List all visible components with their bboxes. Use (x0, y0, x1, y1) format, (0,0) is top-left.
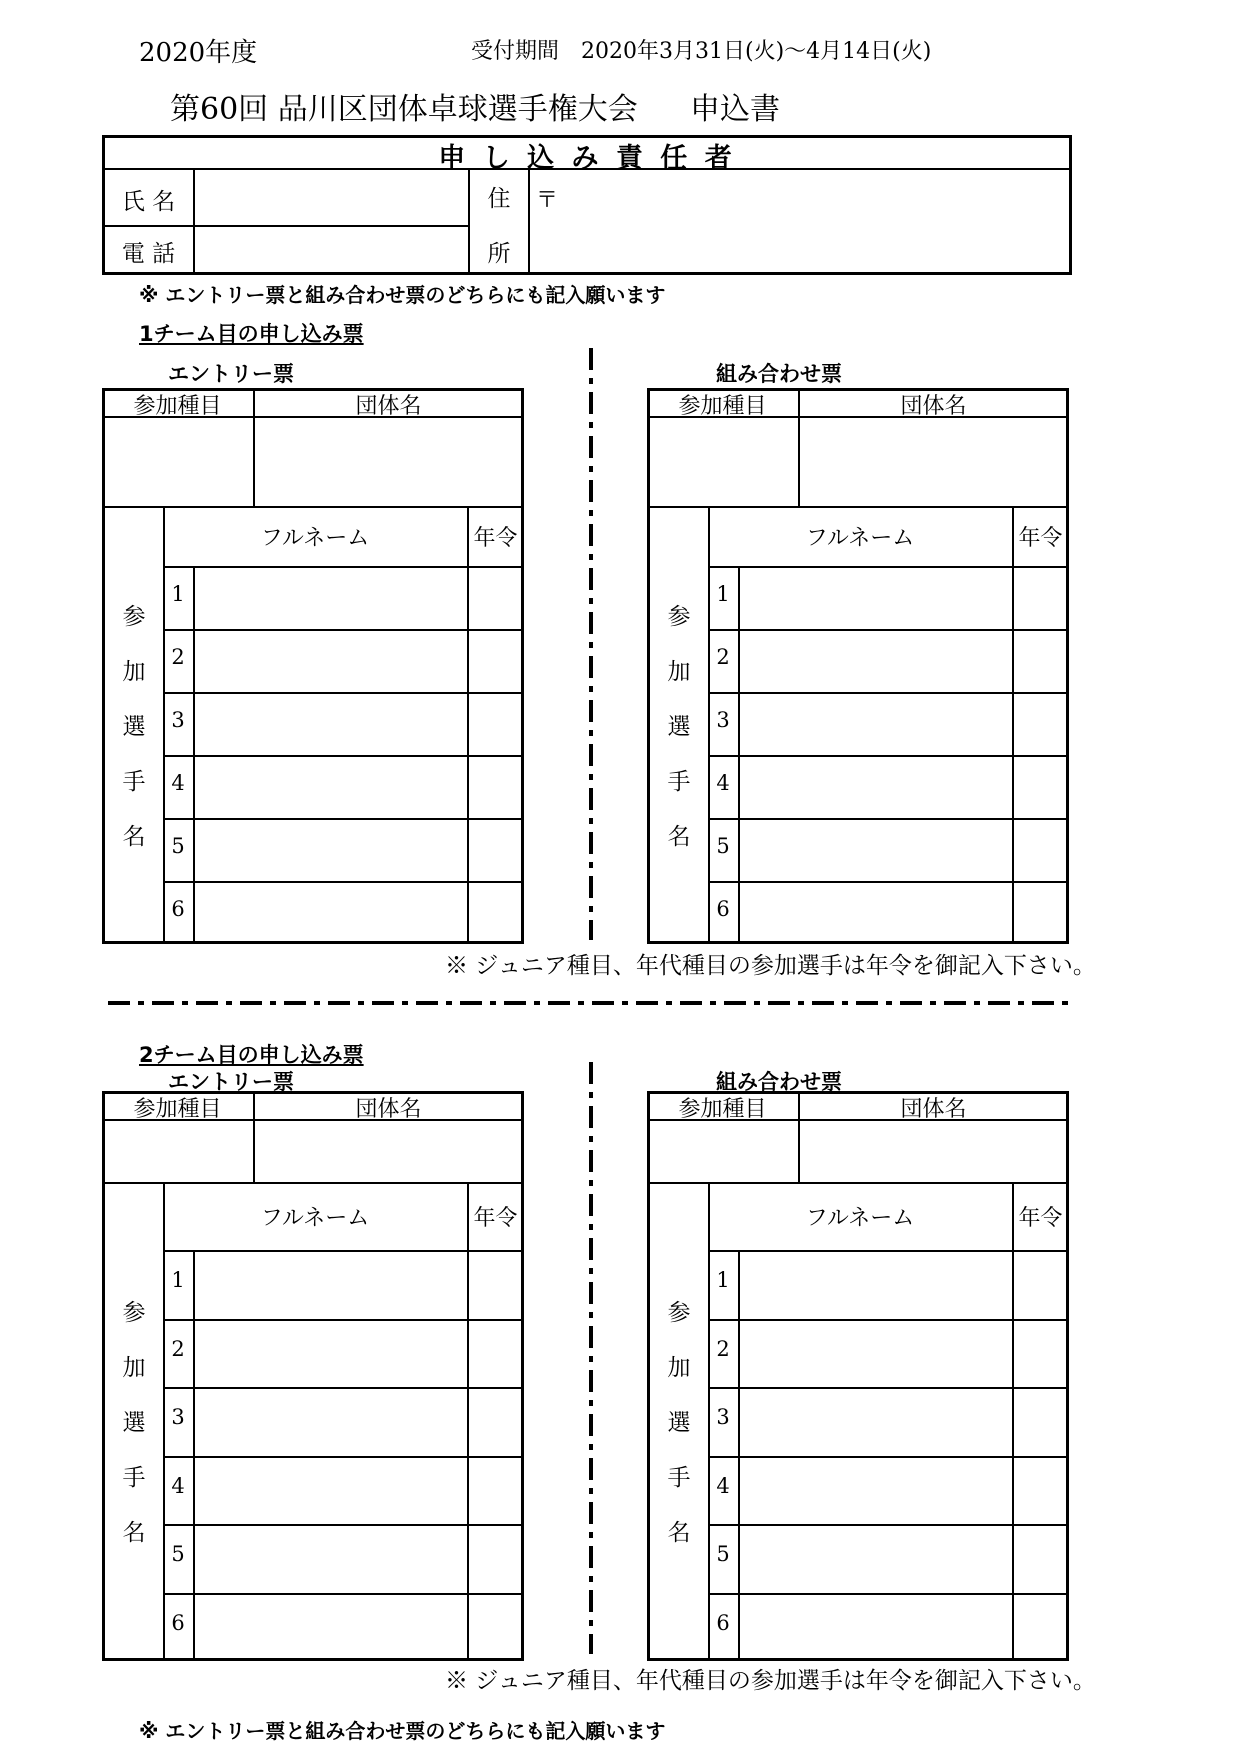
row-number: 3 (716, 1405, 730, 1430)
player-age-input[interactable] (1015, 1595, 1066, 1660)
event-header: 参加種目 (678, 394, 767, 419)
player-name-input[interactable] (196, 1252, 465, 1317)
form-name: 申込書 (690, 92, 780, 127)
fullname-header: フルネーム (260, 1206, 370, 1231)
row-number: 6 (171, 1610, 185, 1635)
players-label-char: 参 (122, 1300, 146, 1326)
section-cut-line (108, 1001, 1076, 1005)
player-age-input[interactable] (1015, 694, 1066, 753)
player-name-input[interactable] (741, 1389, 1010, 1454)
team-name-input[interactable] (801, 419, 1066, 504)
team-header: 団体名 (900, 394, 967, 419)
player-age-input[interactable] (470, 694, 521, 753)
event-input[interactable] (105, 1122, 251, 1180)
player-name-input[interactable] (196, 1526, 465, 1591)
player-age-input[interactable] (1015, 820, 1066, 879)
player-name-input[interactable] (196, 1595, 465, 1660)
player-name-input[interactable] (741, 1252, 1010, 1317)
player-age-input[interactable] (470, 1321, 521, 1386)
row-number: 6 (716, 896, 730, 921)
row-number: 1 (171, 1268, 185, 1293)
fill-both-note-bottom: ※ エントリー票と組み合わせ票のどちらにも記入願います (139, 1719, 666, 1743)
row-number: 5 (171, 833, 185, 858)
player-age-input[interactable] (470, 883, 521, 942)
players-label-char: 参 (667, 603, 691, 630)
event-input[interactable] (650, 419, 796, 504)
event-input[interactable] (105, 419, 251, 504)
player-name-input[interactable] (196, 757, 465, 816)
players-label-char: 名 (122, 823, 146, 850)
player-age-input[interactable] (470, 1389, 521, 1454)
age-header: 年令 (473, 1206, 518, 1231)
player-name-input[interactable] (741, 568, 1010, 627)
team-name-input[interactable] (801, 1122, 1066, 1180)
players-label-char: 選 (122, 1410, 146, 1436)
players-label-char: 名 (667, 1520, 691, 1546)
player-name-input[interactable] (196, 820, 465, 879)
row-number: 1 (171, 581, 185, 606)
row-number: 3 (716, 707, 730, 732)
team-name-input[interactable] (256, 1122, 521, 1180)
players-label-char: 手 (667, 768, 691, 795)
phone-field[interactable] (196, 227, 467, 272)
player-name-input[interactable] (741, 1458, 1010, 1523)
player-age-input[interactable] (1015, 1321, 1066, 1386)
row-number: 3 (171, 1405, 185, 1430)
section-1-cut-line (589, 348, 593, 940)
row-number: 2 (716, 644, 730, 669)
players-label-char: 加 (667, 658, 691, 685)
players-label-char: 選 (667, 1410, 691, 1436)
team-header: 団体名 (355, 1097, 422, 1122)
team-name-input[interactable] (256, 419, 521, 504)
address-field[interactable] (562, 170, 1068, 272)
fullname-header: フルネーム (805, 526, 915, 551)
section-2-pairing-label: 組み合わせ票 (716, 1070, 842, 1094)
player-age-input[interactable] (470, 820, 521, 879)
postal-mark: 〒 (536, 188, 559, 213)
players-label-char: 参 (667, 1300, 691, 1326)
row-number: 4 (171, 1473, 185, 1498)
player-name-input[interactable] (741, 1321, 1010, 1386)
player-name-input[interactable] (196, 1389, 465, 1454)
player-age-input[interactable] (1015, 1389, 1066, 1454)
players-label-char: 手 (122, 768, 146, 795)
row-number: 4 (716, 1473, 730, 1498)
player-age-input[interactable] (1015, 757, 1066, 816)
player-age-input[interactable] (1015, 631, 1066, 690)
section-2-title: 2チーム目の申し込み票 (139, 1043, 364, 1067)
row-number: 6 (716, 1610, 730, 1635)
player-name-input[interactable] (741, 631, 1010, 690)
players-label-char: 手 (122, 1465, 146, 1491)
player-age-input[interactable] (470, 1526, 521, 1591)
row-number: 4 (171, 770, 185, 795)
player-name-input[interactable] (196, 1321, 465, 1386)
player-name-input[interactable] (741, 883, 1010, 942)
name-field[interactable] (196, 170, 467, 224)
fullname-header: フルネーム (260, 526, 370, 551)
player-name-input[interactable] (196, 694, 465, 753)
name-label: 氏 名 (121, 189, 176, 215)
players-label-char: 選 (122, 713, 146, 740)
players-label-char: 手 (667, 1465, 691, 1491)
player-name-input[interactable] (741, 757, 1010, 816)
players-label-char: 選 (667, 713, 691, 740)
row-number: 1 (716, 1268, 730, 1293)
address-label-top: 住 (487, 186, 511, 212)
player-name-input[interactable] (196, 631, 465, 690)
event-header: 参加種目 (133, 1097, 222, 1122)
player-age-input[interactable] (1015, 1252, 1066, 1317)
player-age-input[interactable] (470, 1595, 521, 1660)
section-1-age-note: ※ ジュニア種目、年代種目の参加選手は年令を御記入下さい。 (445, 953, 1096, 979)
fiscal-year: 2020年度 (139, 38, 258, 68)
players-label-char: 加 (122, 658, 146, 685)
player-age-input[interactable] (1015, 568, 1066, 627)
section-1-entry-label: エントリー票 (168, 362, 294, 386)
section-2-entry-label: エントリー票 (168, 1070, 294, 1094)
age-header: 年令 (1018, 526, 1063, 551)
phone-label: 電 話 (121, 241, 176, 267)
player-age-input[interactable] (470, 568, 521, 627)
fill-both-note: ※ エントリー票と組み合わせ票のどちらにも記入願います (139, 283, 666, 307)
player-name-input[interactable] (196, 1458, 465, 1523)
section-2-cut-line (589, 1062, 593, 1654)
player-name-input[interactable] (196, 568, 465, 627)
player-name-input[interactable] (741, 1526, 1010, 1591)
age-header: 年令 (1018, 1206, 1063, 1231)
team-header: 団体名 (355, 394, 422, 419)
row-number: 2 (171, 644, 185, 669)
row-number: 2 (716, 1336, 730, 1361)
player-name-input[interactable] (741, 1595, 1010, 1660)
player-age-input[interactable] (470, 757, 521, 816)
section-1-pairing-label: 組み合わせ票 (716, 362, 842, 386)
event-header: 参加種目 (133, 394, 222, 419)
row-number: 5 (171, 1542, 185, 1567)
age-header: 年令 (473, 526, 518, 551)
player-name-input[interactable] (196, 883, 465, 942)
reception-period: 受付期間 2020年3月31日(火)～4月14日(火) (471, 39, 932, 64)
player-age-input[interactable] (470, 631, 521, 690)
section-2-age-note: ※ ジュニア種目、年代種目の参加選手は年令を御記入下さい。 (445, 1668, 1096, 1694)
fullname-header: フルネーム (805, 1206, 915, 1231)
row-number: 3 (171, 707, 185, 732)
row-number: 4 (716, 770, 730, 795)
row-number: 2 (171, 1336, 185, 1361)
row-number: 1 (716, 581, 730, 606)
address-label-bottom: 所 (487, 241, 511, 267)
section-1-title: 1チーム目の申し込み票 (139, 322, 364, 346)
players-label-char: 名 (667, 823, 691, 850)
player-name-input[interactable] (741, 694, 1010, 753)
row-number: 5 (716, 833, 730, 858)
row-number: 6 (171, 896, 185, 921)
player-age-input[interactable] (470, 1458, 521, 1523)
player-age-input[interactable] (1015, 883, 1066, 942)
players-label-char: 名 (122, 1520, 146, 1546)
player-age-input[interactable] (1015, 1458, 1066, 1523)
players-label-char: 加 (667, 1355, 691, 1381)
row-number: 5 (716, 1542, 730, 1567)
team-header: 団体名 (900, 1097, 967, 1122)
player-age-input[interactable] (470, 1252, 521, 1317)
event-header: 参加種目 (678, 1097, 767, 1122)
player-name-input[interactable] (741, 820, 1010, 879)
page-title: 第60回 品川区団体卓球選手権大会 (170, 92, 638, 127)
players-label-char: 参 (122, 603, 146, 630)
event-input[interactable] (650, 1122, 796, 1180)
players-label-char: 加 (122, 1355, 146, 1381)
responsible-heading: 申 し 込 み 責 任 者 (438, 143, 736, 174)
player-age-input[interactable] (1015, 1526, 1066, 1591)
